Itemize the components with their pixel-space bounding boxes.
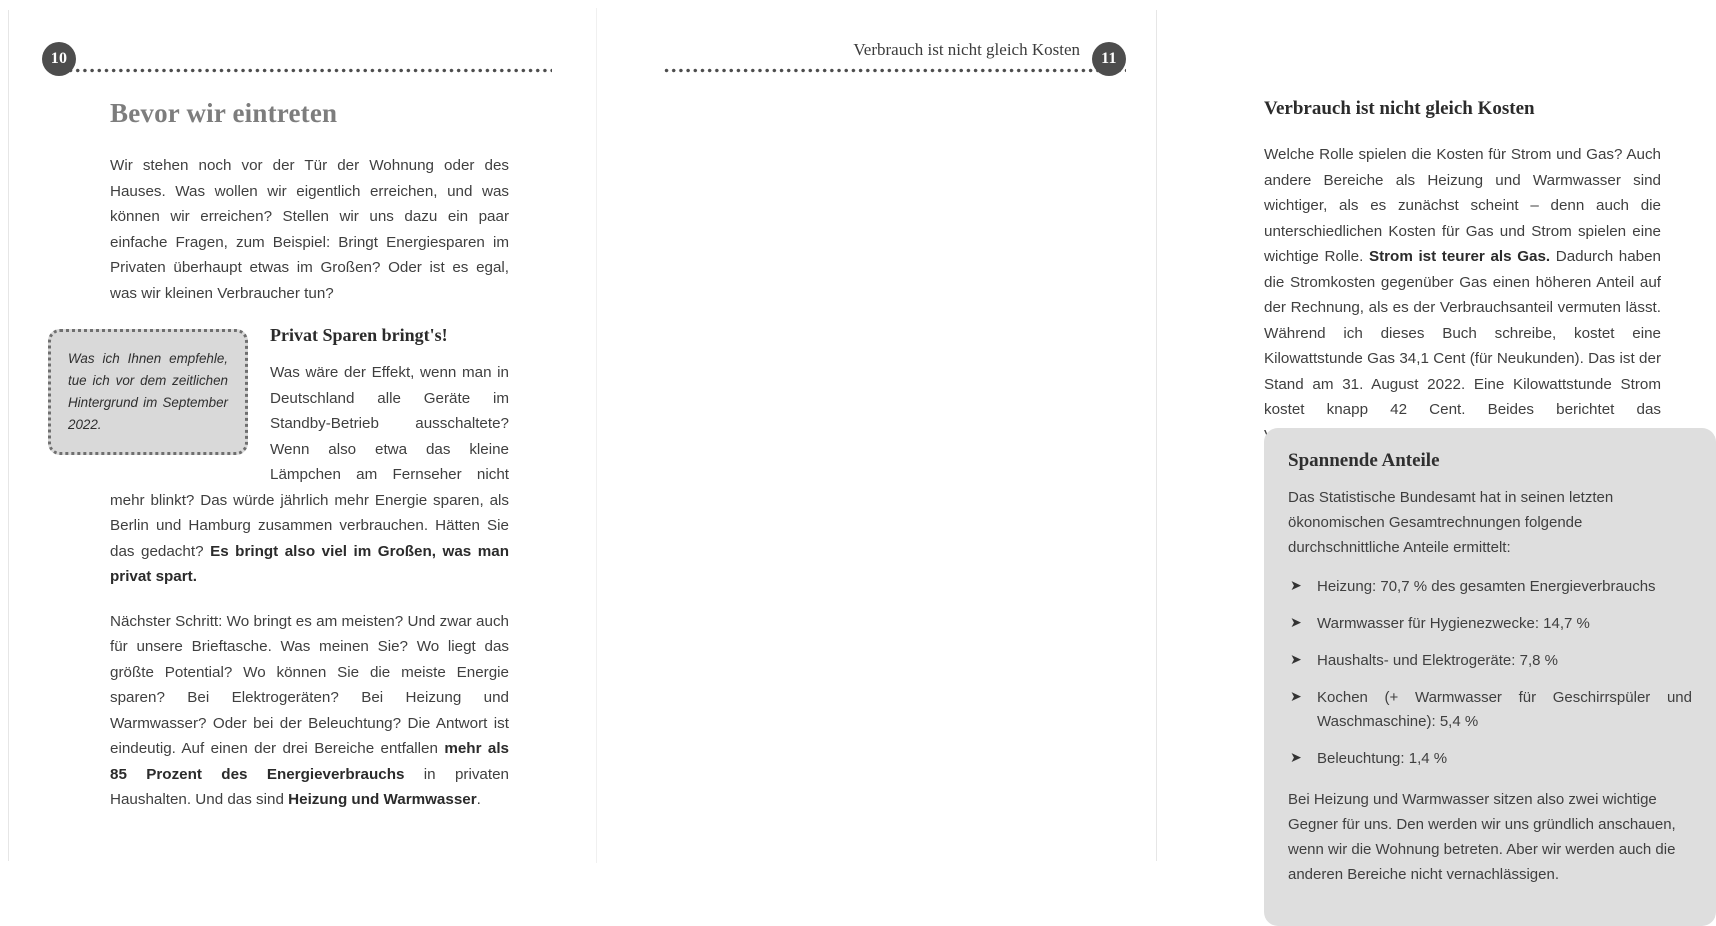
right-page [596,0,1692,883]
list-item [1288,575,1692,599]
arrow-bullet-icon: ➤ [1290,578,1302,594]
left-paragraph-2-text: Was wäre der Effekt, wenn man in Deutschland alle Geräte im Standby-Betrieb ausschaltete? Wenn also etwa das kleine Lämpchen am Fernseher nicht mehr blinkt? Das würde jährlich mehr Energie sparen, als Berlin und Hamburg zusammen verbrauchen. Hätten Sie das gedacht? [110,364,509,560]
pullout-box [48,329,248,455]
pullout-box-text: Was ich Ihnen empfehle, tue ich vor dem zeitlichen Hintergrund im September 2022. [68,351,228,432]
left-paragraph-3-text-a: Nächster Schritt: Wo bringt es am meisten? Und zwar auch für unsere Brieftasche. Was meinen Sie? Wo liegt das größte Potential? Wo können Sie die meiste Energie sparen? Bei Elektrogeräten? Bei Heizung und Warmwasser? Oder bei der Beleuchtung? Die Antwort ist eindeutig. Auf einen der drei Bereiche entfallen [110,612,509,757]
list-item-label: Beleuchtung: 1,4 % [1317,750,1448,767]
page-number-badge-right: 11 [1092,42,1126,76]
info-card [1264,428,1716,926]
right-paragraph-1-text-b: Dadurch haben die Stromkosten gegenüber Gas einen höheren Anteil auf der Rechnung, als es der Verbrauchsanteil vermuten lässt. Während ich dieses Buch schreibe, kostet eine Kilowattstunde Gas 34,1 Cent (für Neukunden). Das ist der Stand am 31. August 2022. Eine Kilowattstunde Strom kostet knapp 42 Cent. Beides berichtet das [1264,248,1662,418]
left-paragraph-3-emphasis-b: Heizung und Warmwasser [288,791,477,808]
arrow-bullet-icon: ➤ [1290,689,1302,705]
info-card-title: Spannende Anteile [1288,450,1440,471]
list-item-label: Heizung: 70,7 % des gesamten Energieverbrauchs [1317,578,1656,595]
info-card-closing: Bei Heizung und Warmwasser sitzen also zwei wichtige Gegner für uns. Den werden wir uns gründlich anschauen, wenn wir die Wohnung betreten. Aber wir werden auch die anderen Bereiche nicht vernachlässigen. [1288,791,1676,883]
left-paragraph-3 [110,609,509,813]
left-text-column [68,98,510,813]
arrow-bullet-icon: ➤ [1290,750,1302,766]
right-text-column [1264,98,1661,448]
left-paragraph-3-text-c: . [476,791,481,808]
list-item [1288,747,1692,771]
right-running-head [664,42,1126,88]
list-item-label: Haushalts- und Elektrogeräte: 7,8 % [1317,652,1558,669]
info-card-intro: Das Statistische Bundesamt hat in seinen letzten ökonomischen Gesamtrechnungen folgende durchschnittliche Anteile ermittelt: [1288,489,1614,556]
list-item [1288,686,1692,734]
right-paragraph-1-emphasis: Strom ist teurer als Gas. [1368,248,1551,265]
dotted-rule-left [68,68,552,73]
left-paragraph-1: Wir stehen noch vor der Tür der Wohnung oder des Hauses. Was wollen wir eigentlich erreichen, und was können wir erreichen? Stellen wir uns dazu ein paar einfache Fragen, zum Beispiel: Bringt Energiesparen im Privaten überhaupt etwas im Großen? Oder ist es egal, was wir kleinen Verbraucher tun? [110,157,509,302]
list-item [1288,612,1692,636]
right-paragraph-1-text-a: Welche Rolle spielen die Kosten für Strom und Gas? Auch andere Bereiche als Heizung und Warmwasser sind wichtiger, als es zunächst scheint – denn auch die unterschiedlichen Kosten für Gas und Strom spielen eine wichtige Rolle. [1264,146,1661,265]
right-paragraph-1 [1264,142,1661,448]
list-item [1288,649,1692,673]
left-paragraph-3-emphasis-a: mehr als 85 Prozent des Energieverbrauchs [110,740,509,783]
dotted-rule-right [664,68,1126,73]
left-page [0,0,596,871]
chapter-title: Bevor wir eintreten [110,98,338,128]
list-item-label: Warmwasser für Hygienezwecke: 14,7 % [1317,615,1590,632]
arrow-bullet-icon: ➤ [1290,615,1302,631]
left-subsection-title: Privat Sparen bringt's! [270,325,448,345]
page-number-badge-left: 10 [42,42,76,76]
running-head-title: Verbrauch ist nicht gleich Kosten [853,40,1080,59]
left-paragraph-2-emphasis: Es bringt also viel im Großen, was man privat spart. [110,542,510,585]
left-running-head [42,42,512,88]
arrow-bullet-icon: ➤ [1290,652,1302,668]
list-item-label: Kochen (+ Warmwasser für Geschirrspüler und Waschmaschine): 5,4 % [1317,689,1692,730]
info-card-list [1288,575,1692,771]
left-paragraph-3-text-b: in privaten Haushalten. Und das sind [110,765,509,808]
section-title: Verbrauch ist nicht gleich Kosten [1264,98,1535,119]
